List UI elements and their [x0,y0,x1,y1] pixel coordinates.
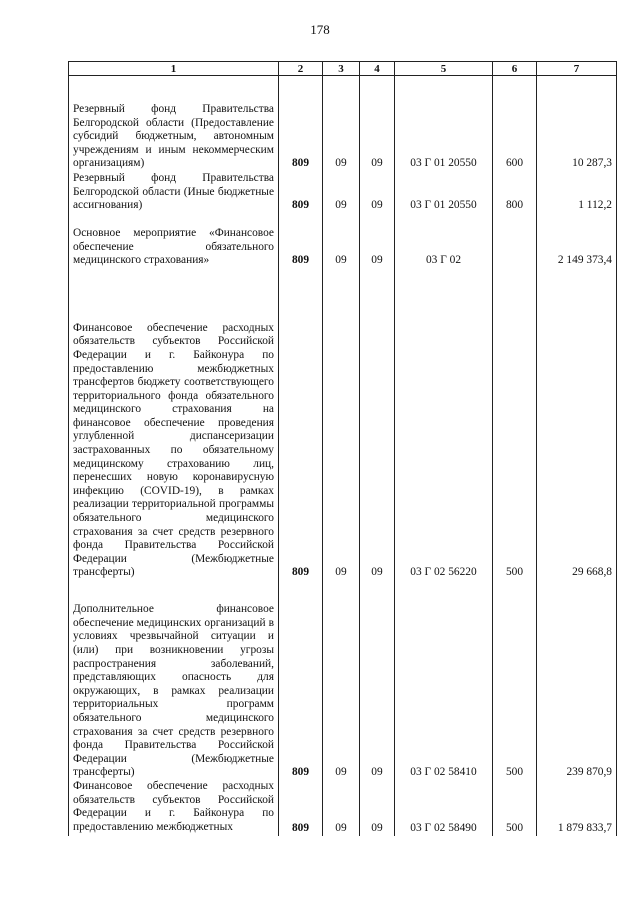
expense-name: Финансовое обеспечение расходных обязательств субъектов Российской Федерации и г. Байконура по предоставлению межбюджетных [69,780,279,836]
target-code: 03 Г 02 58410 [395,580,493,780]
subsection-code: 09 [360,580,395,780]
ministry-code: 809 [279,171,323,213]
subsection-code: 09 [360,268,395,580]
expense-name: Резервный фонд Правительства Белгородской области (Иные бюджетные ассигнования) [69,171,279,213]
section-code: 09 [323,76,360,172]
expense-type-code: 600 [493,76,537,172]
expense-name: Основное мероприятие «Финансовое обеспечение обязательного медицинского страхования» [69,213,279,268]
table-row [69,213,617,268]
column-header: 2 [279,62,323,76]
ministry-code: 809 [279,580,323,780]
amount: 239 870,9 [537,580,617,780]
target-code: 03 Г 02 [395,213,493,268]
table-header-row [69,62,617,76]
column-header: 5 [395,62,493,76]
subsection-code: 09 [360,171,395,213]
expense-name: Финансовое обеспечение расходных обязательств субъектов Российской Федерации и г. Байконура по предоставлению межбюджетных трансфертов бюджету соответствующего территориального фонда обязательного медицинского страхования на финансовое обеспечение проведения углубленной диспансеризации застрахованных по обязательному медицинскому страхованию лиц, перенесших новую коронавирусную инфекцию (COVID-19), в рамках реализации территориальной программы обязательного медицинского страхования за счет средств резервного фонда Правительства Российской Федерации (Межбюджетные трансферты) [69,268,279,580]
amount: 2 149 373,4 [537,213,617,268]
table-row [69,580,617,780]
subsection-code: 09 [360,780,395,836]
section-code: 09 [323,780,360,836]
ministry-code: 809 [279,76,323,172]
target-code: 03 Г 02 56220 [395,268,493,580]
subsection-code: 09 [360,213,395,268]
ministry-code: 809 [279,213,323,268]
section-code: 09 [323,268,360,580]
section-code: 09 [323,171,360,213]
expense-type-code [493,213,537,268]
table-row [69,171,617,213]
target-code: 03 Г 02 58490 [395,780,493,836]
expense-type-code: 800 [493,171,537,213]
table-row [69,76,617,172]
page-number: 178 [310,22,330,37]
amount: 10 287,3 [537,76,617,172]
amount: 29 668,8 [537,268,617,580]
ministry-code: 809 [279,780,323,836]
section-code: 09 [323,580,360,780]
column-header: 7 [537,62,617,76]
column-header: 3 [323,62,360,76]
expense-type-code: 500 [493,580,537,780]
column-header: 1 [69,62,279,76]
column-header: 4 [360,62,395,76]
expense-type-code: 500 [493,268,537,580]
budget-table [68,61,617,836]
target-code: 03 Г 01 20550 [395,171,493,213]
target-code: 03 Г 01 20550 [395,76,493,172]
expense-type-code: 500 [493,780,537,836]
amount: 1 112,2 [537,171,617,213]
ministry-code: 809 [279,268,323,580]
expense-name: Дополнительное финансовое обеспечение медицинских организаций в условиях чрезвычайной ситуации и (или) при возникновении угрозы распространения заболеваний, представляющих опасность для окружающих, в рамках реализации территориальных программ обязательного медицинского страхования за счет средств резервного фонда Правительства Российской Федерации (Межбюджетные трансферты) [69,580,279,780]
section-code: 09 [323,213,360,268]
expense-name: Резервный фонд Правительства Белгородской области (Предоставление субсидий бюджетным, автономным учреждениям и иным некоммерческим организациям) [69,76,279,172]
column-header: 6 [493,62,537,76]
table-row [69,268,617,580]
amount: 1 879 833,7 [537,780,617,836]
subsection-code: 09 [360,76,395,172]
table-row [69,780,617,836]
